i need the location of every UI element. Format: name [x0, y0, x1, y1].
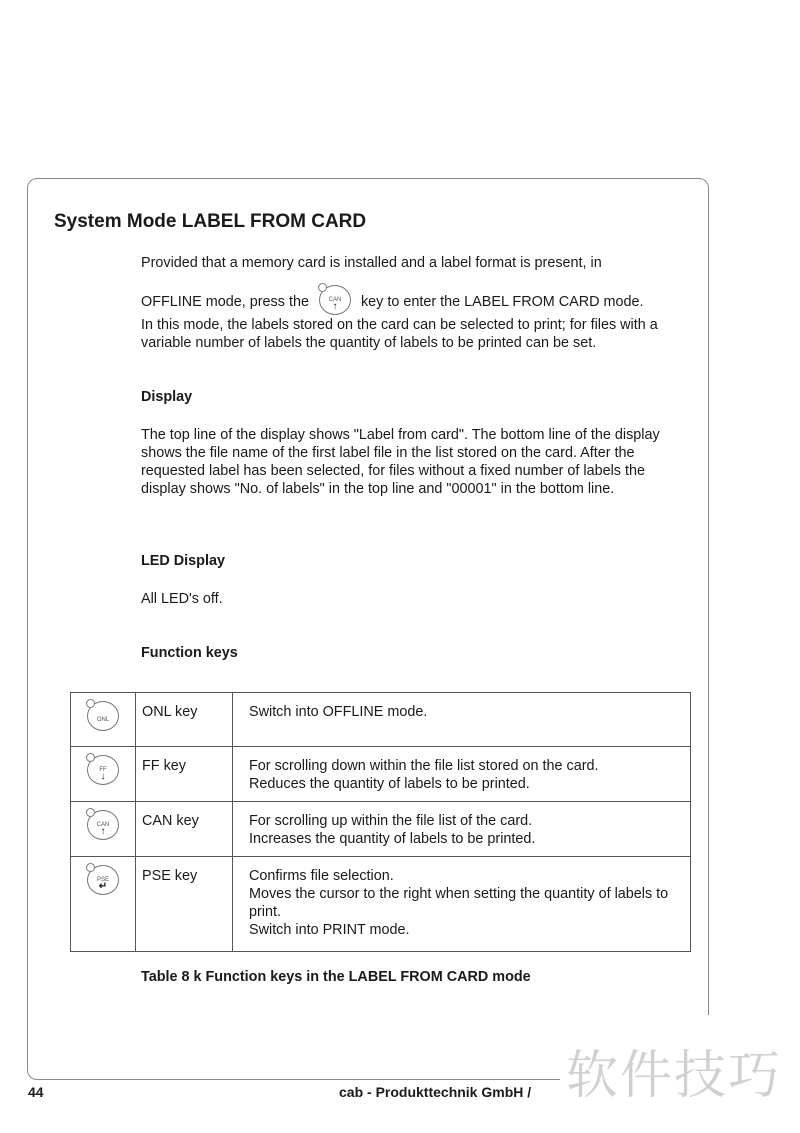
- led-text: All LED's off.: [141, 591, 223, 607]
- key-name: PSE key: [136, 857, 233, 952]
- intro-line2-before: OFFLINE mode, press the: [141, 293, 309, 310]
- intro-line2: [141, 287, 691, 317]
- intro-paragraph: In this mode, the labels stored on the card can be selected to print; for files with a variable number of labels the quantity of labels to be printed can be set.: [141, 317, 658, 351]
- key-name: FF key: [136, 747, 233, 802]
- key-desc: For scrolling down within the file list stored on the card. Reduces the quantity of labels to be printed.: [233, 747, 691, 802]
- intro-line2-after: key to enter the LABEL FROM CARD mode.: [360, 293, 644, 310]
- onl-key-icon: ONL: [87, 701, 119, 731]
- key-desc: Confirms file selection. Moves the cursor to the right when setting the quantity of labels to print. Switch into PRINT mode.: [233, 857, 691, 952]
- page-title: System Mode LABEL FROM CARD: [54, 211, 367, 232]
- function-keys-heading: Function keys: [141, 645, 238, 661]
- key-name: CAN key: [136, 802, 233, 857]
- table-row: [71, 747, 691, 802]
- table-row: [71, 857, 691, 952]
- key-desc: Switch into OFFLINE mode.: [233, 693, 691, 747]
- function-keys-table: [70, 692, 691, 952]
- key-desc: For scrolling up within the file list of the card. Increases the quantity of labels to be printed.: [233, 802, 691, 857]
- footer-company: cab - Produkttechnik GmbH /: [339, 1084, 532, 1100]
- ff-key-icon: FF ↓: [87, 755, 119, 785]
- led-heading: LED Display: [141, 553, 225, 569]
- can-key-icon: CAN ↑: [319, 285, 351, 315]
- display-heading: Display: [141, 389, 193, 405]
- pse-key-icon: PSE ↵: [87, 865, 119, 895]
- page-number: 44: [28, 1084, 44, 1100]
- table-caption: Table 8 k Function keys in the LABEL FROM CARD mode: [141, 969, 531, 985]
- key-name: ONL key: [136, 693, 233, 747]
- watermark: 软件技巧: [566, 1046, 783, 1106]
- display-text: The top line of the display shows "Label from card". The bottom line of the display shows the file name of the first label file in the list stored on the card. After the requested label has been selected, for files without a fixed number of labels the display shows "No. of labels" in the top line and "00001" in the bottom line.: [141, 427, 660, 497]
- intro-line1: Provided that a memory card is installed and a label format is present, in: [141, 255, 602, 271]
- can-key-icon: CAN ↑: [87, 810, 119, 840]
- table-row: [71, 693, 691, 747]
- table-row: [71, 802, 691, 857]
